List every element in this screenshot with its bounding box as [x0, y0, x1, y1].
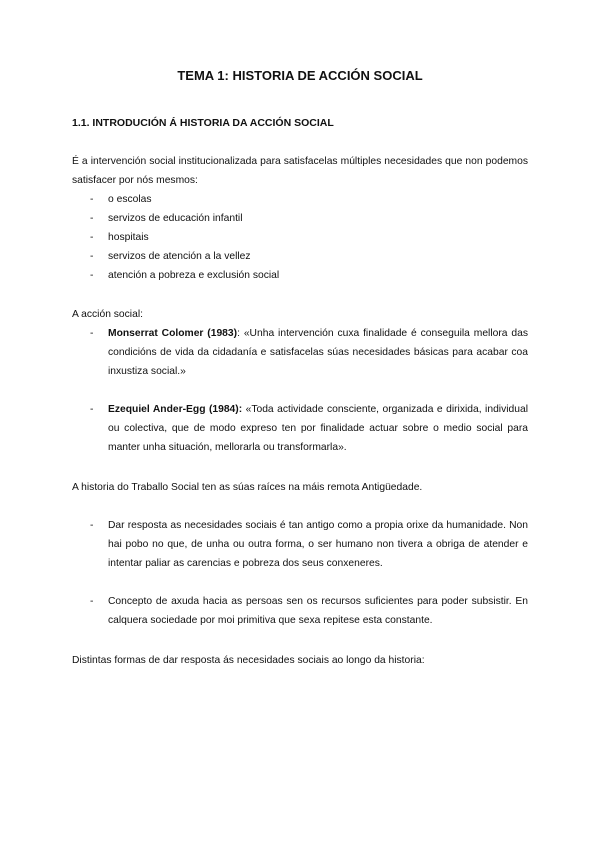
dash-bullet: -	[90, 213, 94, 224]
definition-text: «Unha intervención cuxa finalidade é conseguila mellora das condicións de vida da cidadanía e satisfacelas súas necesidades básicas para acabar coa inxustiza social.»	[108, 328, 528, 377]
dash-bullet: -	[90, 328, 94, 339]
definition-author: Monserrat Colomer (1983)	[108, 328, 238, 339]
dash-bullet: -	[90, 232, 94, 243]
list-item: - Dar resposta as necesidades sociais é tan antigo como a propia orixe da humanidade. Non hai pobo no que, de unha ou outra forma, o ser humano non tivera a obriga de atender e intentar paliar as carencias e pobreza dos seus conxeneres.	[90, 516, 528, 573]
list-item: - hospitais	[90, 228, 528, 247]
definition-item: - Monserrat Colomer (1983): «Unha intervención cuxa finalidade é conseguila mellora das condicións de vida da cidadanía e satisfacelas súas necesidades básicas para acabar coa inxustiza social.»	[90, 324, 528, 381]
dash-bullet: -	[90, 270, 94, 281]
dash-bullet: -	[90, 520, 94, 531]
definition-item	[90, 400, 528, 457]
closing-paragraph: Distintas formas de dar resposta ás necesidades sociais ao longo da historia:	[72, 655, 425, 666]
definition-author: Ezequiel Ander-Egg (1984):	[108, 404, 243, 415]
accion-social-label: A acción social:	[72, 309, 143, 320]
history-list	[90, 516, 528, 630]
list-item: - atención a pobreza e exclusión social	[90, 266, 528, 285]
dash-bullet: -	[90, 596, 94, 607]
definitions-list	[90, 324, 528, 457]
section-heading: 1.1. INTRODUCIÓN Á HISTORIA DA ACCIÓN SOCIAL	[72, 117, 334, 129]
list-item: - servizos de atención a la vellez	[90, 247, 528, 266]
history-paragraph: A historia do Traballo Social ten as súas raíces na máis remota Antigüedade.	[72, 482, 423, 493]
list-item: - o escolas	[90, 190, 528, 209]
document-title: TEMA 1: HISTORIA DE ACCIÓN SOCIAL	[177, 68, 423, 83]
definition-text: «Toda actividade consciente, organizada e dirixida, individual ou colectiva, que de modo expreso ten por finalidade actuar sobre o medio social para manter unha situación, mellorarla ou transformarla».	[108, 404, 528, 453]
dash-bullet: -	[90, 194, 94, 205]
intro-list	[90, 190, 528, 285]
dash-bullet: -	[90, 251, 94, 262]
list-item: - servizos de educación infantil	[90, 209, 528, 228]
dash-bullet: -	[90, 404, 94, 415]
list-item: - Concepto de axuda hacia as persoas sen os recursos suficientes para poder subsistir. En calquera sociedade por moi primitiva que sexa repitese esta constante.	[90, 592, 528, 630]
intro-paragraph: É a intervención social institucionalizada para satisfacelas múltiples necesidades que non podemos satisfacer por nós mesmos:	[72, 156, 528, 186]
